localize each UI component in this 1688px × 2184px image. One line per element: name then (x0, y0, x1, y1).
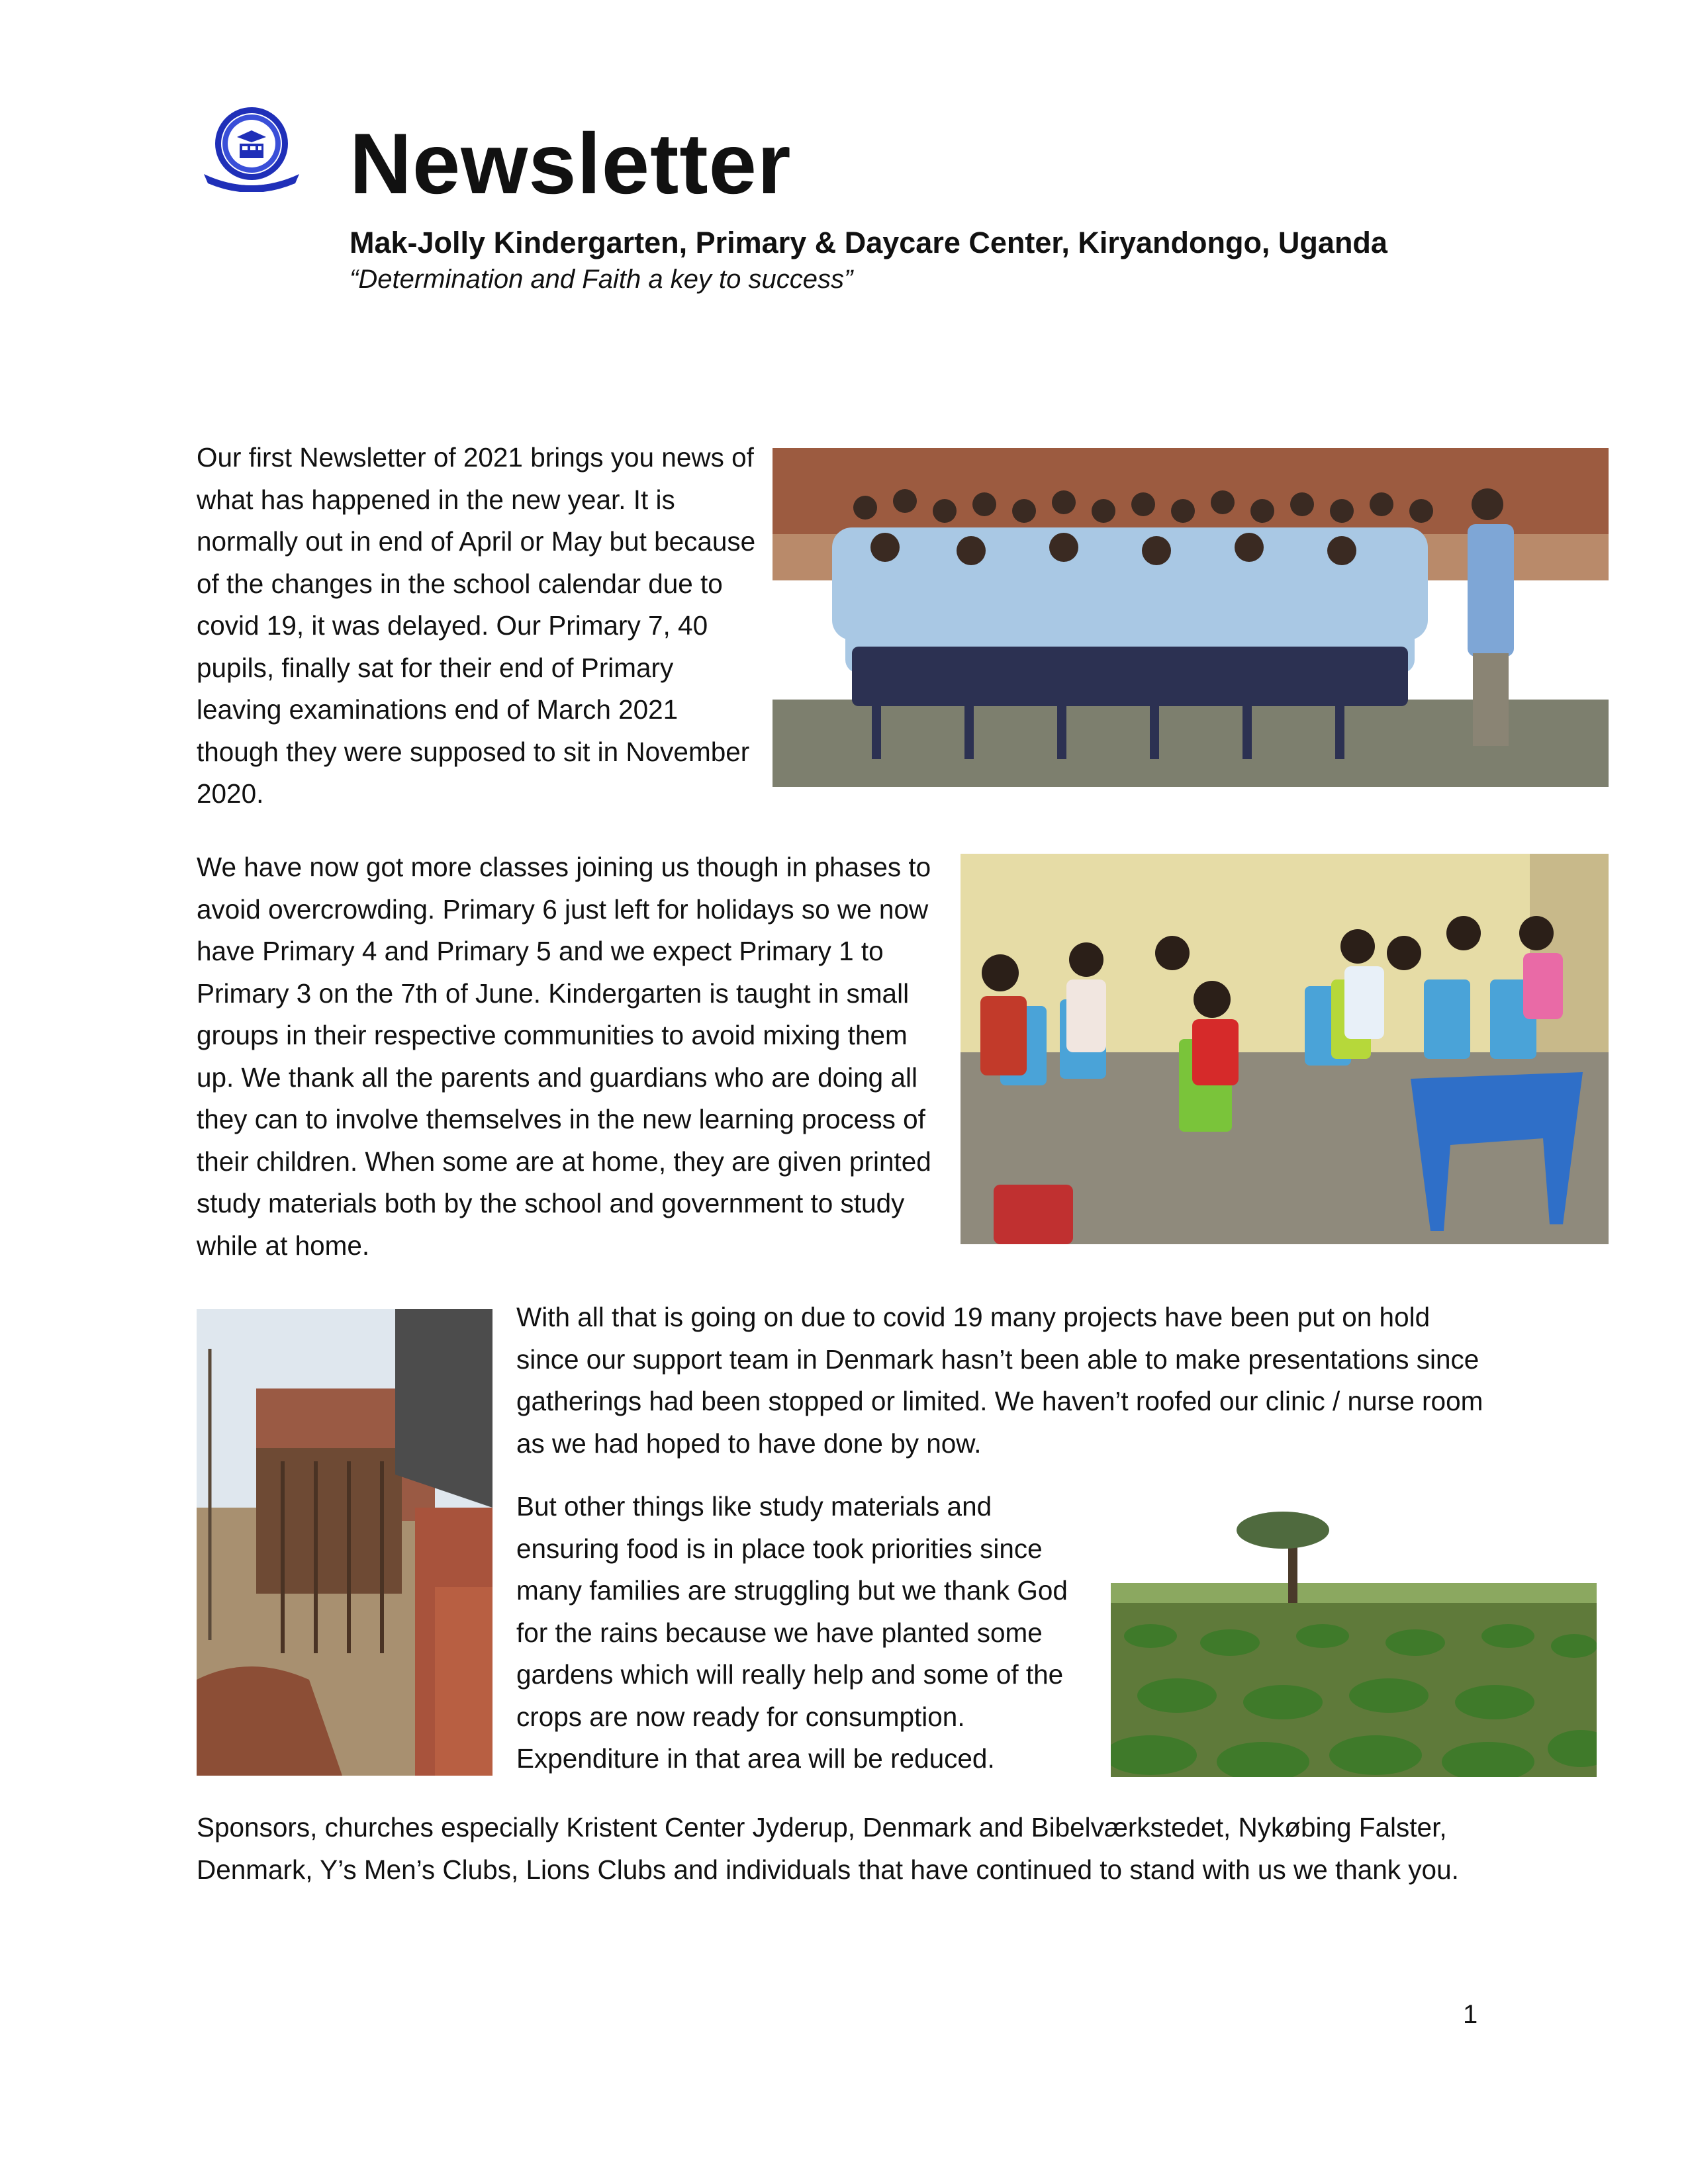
paragraph-classes: We have now got more classes joining us though in phases to avoid overcrowding. Primary 6 just left for holidays so we now have Primary 4 and Primary 5 and we expect Primary 1 to Primary 3 on the 7th of June. Kindergarten is taught in small groups in their respective communities to avoid mixing them up. We thank all the parents and guardians who are doing all they can to involve themselves in the new learning process of their children. When some are at home, they are given printed study materials both by the school and government to study while at home. (197, 852, 931, 1261)
page-number: 1 (1463, 2000, 1478, 2029)
paragraph-thanks-sponsors: Sponsors, churches especially Kristent Center Jyderup, Denmark and Bibelværkstedet, Nykøbing Falster, Denmark, Y’s Men’s Clubs, Lions Clubs and individuals that have continued to stand with us we thank you. (197, 1812, 1459, 1885)
paragraph-gardens: But other things like study materials and ensuring food is in place took priorities since many families are struggling but we thank God for the rains because we have planted some gardens which will really help and some of the crops are now ready for consumption. Expenditure in that area will be reduced. (516, 1491, 1068, 1774)
newsletter-title: Newsletter (350, 115, 792, 212)
school-motto: “Determination and Faith a key to success” (350, 265, 853, 294)
photo-classroom-children (961, 854, 1609, 1244)
photo-clinic-building (197, 1309, 492, 1776)
paragraph-projects-on-hold: With all that is going on due to covid 19 many projects have been put on hold since our support team in Denmark hasn’t been able to make presentations since gatherings had been stopped or limited. We haven’t roofed our clinic / nurse room as we had hoped to have done by now. (516, 1302, 1483, 1459)
photo-primary7-pupils (773, 448, 1609, 787)
school-name: Mak-Jolly Kindergarten, Primary & Daycare Center, Kiryandongo, Uganda (350, 226, 1387, 259)
photo-garden-crops (1111, 1504, 1597, 1777)
paragraph-intro: Our first Newsletter of 2021 brings you news of what has happened in the new year. It is normally out in end of April or May but because of the changes in the school calendar due to covid 19, it was delayed. Our Primary 7, 40 pupils, finally sat for their end of Primary leaving examinations end of March 2021 though they were supposed to sit in November 2020. (197, 442, 756, 809)
school-logo (199, 103, 305, 192)
